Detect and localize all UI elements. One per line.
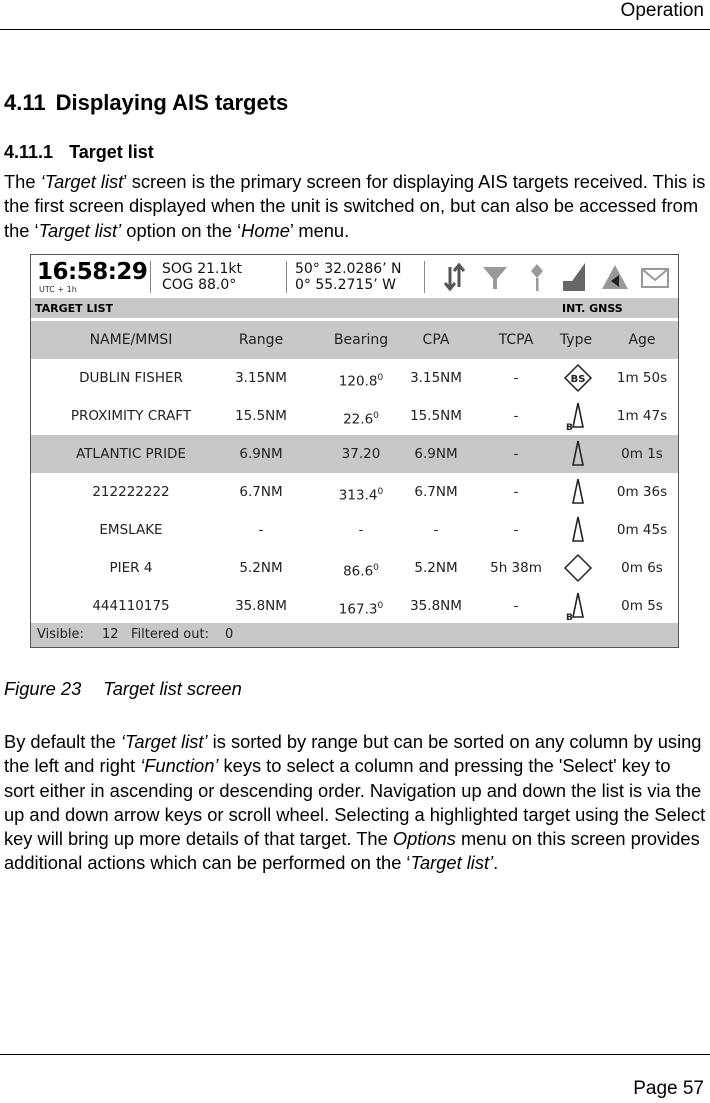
screen-title-bar	[31, 298, 678, 318]
column-header-range[interactable]: Range	[238, 332, 284, 348]
table-row[interactable]	[31, 359, 678, 397]
status-bar	[31, 255, 678, 297]
cell-name: PROXIMITY CRAFT	[70, 408, 192, 424]
table-row[interactable]	[31, 473, 678, 511]
table-row[interactable]	[31, 435, 678, 473]
text-run: Target list’	[410, 852, 494, 874]
cell-cpa: 6.7NM	[414, 484, 458, 500]
text-run: option on the ‘	[121, 219, 242, 241]
pin-icon[interactable]	[522, 261, 552, 293]
column-header-type[interactable]: Type	[559, 332, 593, 348]
degree-superscript: 0	[373, 563, 379, 573]
utc-offset: UTC + 1h	[39, 285, 77, 294]
text-run: Target list’	[38, 219, 122, 241]
section-title: Displaying AIS targets	[55, 90, 289, 115]
warning-icon[interactable]	[600, 261, 630, 293]
class-a-icon	[563, 439, 593, 469]
intro-paragraph	[4, 170, 706, 243]
cell-range: 6.7NM	[239, 484, 283, 500]
cell-range: 35.8NM	[235, 598, 287, 614]
signal-icon[interactable]	[561, 261, 591, 293]
column-header-tcpa[interactable]: TCPA	[498, 332, 534, 348]
page-number: Page 57	[633, 1078, 704, 1099]
cell-range: 5.2NM	[239, 560, 283, 576]
cell-name: EMSLAKE	[99, 522, 163, 538]
degree-superscript: 0	[377, 373, 384, 383]
type-label: BS	[570, 374, 586, 385]
cell-name: ATLANTIC PRIDE	[76, 446, 186, 462]
bearing-value: 86.6	[343, 563, 374, 580]
subsection-title: Target list	[69, 142, 154, 162]
text-run: By default the	[4, 731, 121, 752]
degree-superscript: 0	[377, 601, 384, 611]
sog-cog	[162, 261, 242, 293]
cell-cpa: 5.2NM	[414, 560, 458, 576]
cell-range: 15.5NM	[235, 408, 287, 424]
mail-icon[interactable]	[640, 261, 670, 293]
bearing-value: 167.3	[338, 601, 378, 618]
cell-tcpa: 5h 38m	[490, 560, 542, 576]
cell-age: 1m 47s	[616, 408, 668, 424]
cell-age: 0m 45s	[616, 522, 668, 538]
cell-age: 0m 5s	[621, 598, 663, 614]
class-b-icon	[563, 591, 593, 621]
cell-tcpa: -	[513, 408, 519, 424]
table-row[interactable]	[31, 511, 678, 549]
text-run: .	[493, 852, 499, 874]
latitude-readout: 50° 32.0286’ N	[295, 261, 402, 277]
cell-tcpa: -	[513, 484, 519, 500]
class-b-icon	[563, 401, 593, 431]
section-number: 4.11	[4, 90, 46, 115]
target-list-screen	[30, 254, 679, 648]
text-run: is sorted by range but can be sorted on any column by using the left and right	[4, 731, 702, 777]
table-row[interactable]	[31, 587, 678, 625]
gnss-source: INT. GNSS	[562, 302, 623, 315]
longitude-readout: 0° 55.2715’ W	[295, 277, 396, 293]
figure-label: Figure 23	[4, 678, 82, 699]
class-a-icon	[563, 515, 593, 545]
cog-readout: COG 88.0°	[162, 277, 237, 293]
visible-label: Visible:	[37, 627, 84, 642]
cell-tcpa: -	[513, 370, 519, 386]
cell-tcpa: -	[513, 446, 519, 462]
type-label: B	[566, 613, 573, 621]
cell-cpa: -	[433, 522, 439, 538]
cell-name: PIER 4	[109, 560, 153, 576]
cell-age: 0m 6s	[621, 560, 663, 576]
column-header-name[interactable]: NAME/MMSI	[89, 332, 173, 348]
degree-superscript: 0	[377, 487, 384, 497]
cell-name: 212222222	[92, 484, 170, 500]
bearing-value: 120.8	[338, 373, 378, 390]
text-run: ‘Target list’	[120, 731, 208, 752]
footer-rule	[0, 1054, 710, 1055]
cell-range: -	[258, 522, 264, 538]
text-run: ’ screen is the primary screen for displaying AIS targets received. This is the first screen displayed when the unit is switched on, but can also be accessed from the ‘	[4, 171, 706, 241]
screen-title: TARGET LIST	[35, 302, 114, 315]
sog-readout: SOG 21.1kt	[162, 261, 242, 277]
cell-cpa: 15.5NM	[410, 408, 462, 424]
table-row[interactable]	[31, 397, 678, 435]
column-header-bearing[interactable]: Bearing	[333, 332, 389, 348]
cell-name: 444110175	[92, 598, 170, 614]
cell-cpa: 35.8NM	[410, 598, 462, 614]
cell-range: 3.15NM	[235, 370, 287, 386]
figure-caption	[4, 678, 242, 700]
table-header	[31, 321, 678, 359]
text-run: The	[4, 171, 41, 192]
cell-tcpa: -	[513, 522, 519, 538]
filtered-count: 0	[225, 627, 234, 642]
text-run: Home	[241, 219, 290, 241]
class-a-icon	[563, 477, 593, 507]
table-row[interactable]	[31, 549, 678, 587]
position	[295, 261, 402, 293]
text-run: keys to select a column and pressing the 'Select' key to sort either in ascending or descending order. Navigation up and down the list is via the up and down arrow keys or scroll wheel. Selecting a highlighted target using the Select key will bring up more details of that target. The	[4, 755, 706, 850]
clock: 16:58:29	[37, 259, 148, 285]
bearing-value: 37.20	[341, 446, 381, 462]
degree-superscript: 0	[373, 411, 379, 421]
header-rule	[0, 29, 710, 30]
cell-range: 6.9NM	[239, 446, 283, 462]
filtered-label: Filtered out:	[131, 627, 209, 642]
aton-icon	[563, 553, 593, 583]
bearing-value: 313.4	[338, 487, 378, 504]
bearing-value: -	[358, 522, 364, 538]
section-heading	[4, 90, 288, 116]
text-run: ‘Target list	[40, 171, 124, 192]
list-status-bar	[31, 623, 678, 647]
cell-tcpa: -	[513, 598, 519, 614]
base-station-icon	[563, 363, 593, 393]
text-run: Options	[392, 828, 456, 850]
cell-age: 0m 36s	[616, 484, 668, 500]
filter-icon[interactable]	[480, 261, 510, 293]
running-header: Operation	[620, 0, 704, 21]
bearing-value: 22.6	[343, 411, 374, 428]
cell-age: 1m 50s	[616, 370, 668, 386]
text-run: ‘Function’	[140, 755, 219, 777]
cell-age: 0m 1s	[621, 446, 663, 462]
text-run: ’ menu.	[289, 219, 350, 241]
cell-name: DUBLIN FISHER	[79, 370, 183, 386]
figure-caption-text: Target list screen	[103, 678, 242, 699]
sorting-paragraph	[4, 730, 706, 876]
subsection-number: 4.11.1	[4, 142, 54, 162]
column-header-age[interactable]: Age	[628, 332, 656, 348]
subsection-heading	[4, 142, 154, 163]
text-run: menu on this screen provides additional actions which can be performed on the ‘	[4, 828, 700, 874]
cell-cpa: 3.15NM	[410, 370, 462, 386]
type-label: B	[566, 423, 573, 431]
sort-arrows-icon[interactable]	[439, 261, 469, 293]
cell-cpa: 6.9NM	[414, 446, 458, 462]
visible-count: 12	[102, 627, 119, 642]
column-header-cpa[interactable]: CPA	[422, 332, 450, 348]
